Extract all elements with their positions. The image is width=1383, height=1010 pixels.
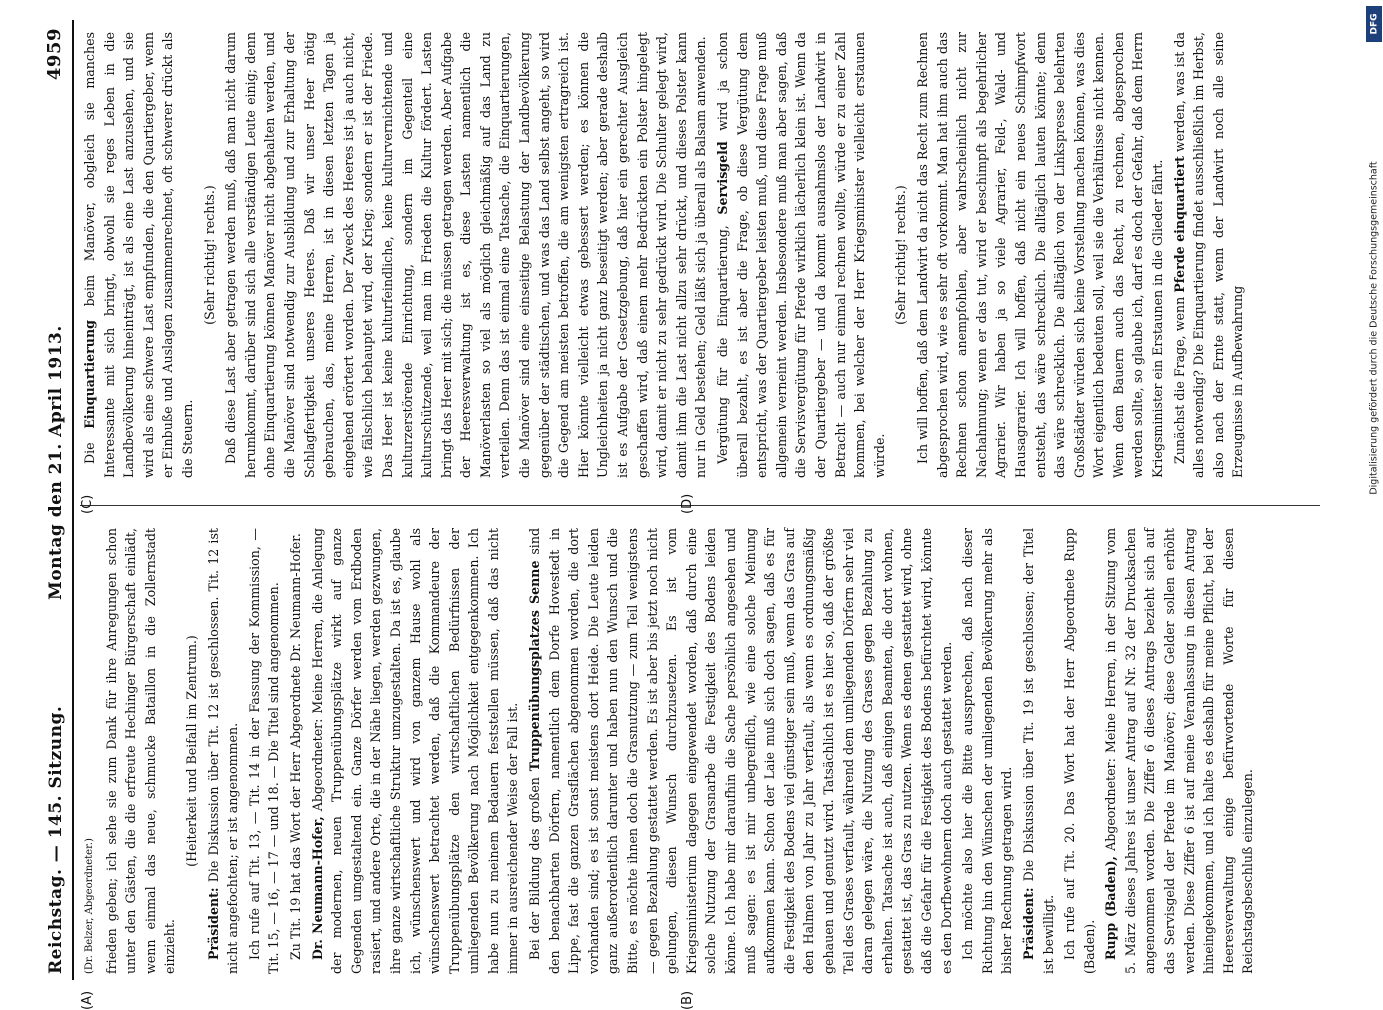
paragraph-text: Die Diskussion über Tit. 12 ist geschlossen. Tit. 12 ist nicht angefochten; er ist angenommen. — [205, 528, 241, 974]
speaker-note: (Dr. Belzer, Abgeordneter.) — [84, 838, 95, 974]
dfg-logo-icon — [1366, 6, 1382, 42]
margin-mark-b: (B) — [680, 990, 695, 1010]
margin-mark-d: (D) — [680, 493, 695, 514]
paragraph-text: wird ja schon überall bezahlt, es ist aber die Frage, ob diese Vergütung dem entspricht, was der Quartiergeber leisten muß, und diese Frage muß allgemein verneint werden. Insbesondere muß man aber sagen, daß die Servisvergütung für Pferde wirklich lächerlich klein ist. Wenn da der Quartiergeber — und da kommt ausnahmslos der Landwirt in Betracht — auch nur einmal rechnen wollte, würde er zu einer Zahl kommen, bei welcher der Herr Kriegsminister vielleicht erstaunen würde. — [715, 32, 887, 478]
emphasized-term: Pferde einquartiert — [1171, 156, 1187, 293]
paragraph — [204, 528, 243, 974]
audience-reaction: (Sehr richtig! rechts.) — [893, 185, 909, 325]
column-divider — [80, 505, 1320, 506]
paragraph — [525, 528, 956, 974]
digitization-note — [1366, 48, 1382, 608]
paragraph-text: Bei der Bildung des großen — [527, 777, 543, 960]
paragraph: Zu Tit. 19 hat das Wort der Herr Abgeordnete Dr. Neumann-Hofer. — [287, 533, 303, 960]
paragraph — [713, 32, 889, 478]
emphasized-term: Servisgeld — [715, 141, 730, 215]
right-column — [80, 32, 1320, 478]
paragraph — [1019, 528, 1058, 974]
paragraph: Ich rufe auf Tit. 13, — Tit. 14 in der Fassung der Kommission, — Tit. 15, — 16, — 17 — und 18. — Die Titel sind angenommen. — [246, 528, 282, 974]
paragraph: Daß diese Last aber getragen werden muß, daß man nicht darum herumkommt, darüber sind sich alle verständigen Leute einig; denn ohne Einquartierung können Manöver nicht abgehalten werden, und die Manöver sind notwendig zur Ausbildung und zur Erhaltung der Schlagfertigkeit unseres Heeres. Daß wir unser Heer nötig gebrauchen, das, meine Herren, ist in diesen letzten Tagen ja eingehend erörtert worden. Der Zweck des Heeres ist ja auch nicht, wie fälschlich behauptet wird, der Krieg; sondern er ist der Friede. Das Heer ist keine kulturfeindliche, keine kulturvernichtende und kulturzerstörende Einrichtung, sondern im Gegenteil eine kulturschützende, weil man im Frieden die Kultur fördert. Lasten bringt das Heer mit sich; die müssen getragen werden. Aber Aufgabe der Heeresverwaltung ist es, diese Lasten namentlich die Manöverlasten so viel als möglich gleichmäßig auf das Land zu verteilen. Denn das ist einmal eine Tatsache, die Einquartierungen, die Manöver sind eine einseitige Belastung der Landbevölkerung gegenüber der städtischen, und was das Land selbst angeht, so wird die Gegend am meisten betroffen, die am wenigsten ertragreich ist. Hier könnte vielleicht etwas gebessert werden; es können die Ungleichheiten ja nicht ganz beseitigt werden; aber gerade deshalb ist es Aufgabe der Gesetzgebung, daß hier ein gerechter Ausgleich geschaffen wird, daß einem mehr Bedrückten ein Polster hingelegt wird, damit er nicht zu sehr gedrückt wird. Die Schulter gelegt wird, damit ihm die Last nicht allzu sehr drückt, und dieses Polster kann nur in Geld bestehen; Geld läßt sich ja überall als Balsam anwenden. — [223, 32, 709, 478]
speaker-label: Präsident: — [205, 887, 221, 960]
digitization-strip — [1366, 0, 1383, 1000]
paragraph-text: sind den benachbarten Dörfern, namentlich dem Dorfe Hovestedt in Lippe, fast die ganzen Grasflächen abgenommen worden, die dort vorhanden sind; es ist sonst meistens dort Heide. Die Leute leiden ganz außerordentlich darunter und haben nun den Wunsch und die Bitte, es möchte ihnen doch die Grasnutzung — zum Teil wenigstens — gegen Bezahlung gestattet werden. Es ist aber bis jetzt noch nicht gelungen, diesen Wunsch durchzusetzen. Es ist vom Kriegsministerium dagegen eingewendet worden, daß durch eine solche Nutzung der Grasnarbe die Festigkeit des Bodens leiden könne. Ich habe mir daraufhin die Sache persönlich angesehen und muß sagen: es ist mir unbegreiflich, wie eine solche Meinung aufkommen kann. Schon der Laie muß sich doch sagen, daß es für die Festigkeit des Bodens viel günstiger sein muß, wenn das Gras auf den Halmen von Jahr zu Jahr verfault, als wenn es ordnungsmäßig gehauen und genutzt wird. Tatsächlich ist es hier so, daß der größte Teil des Grases verfault, während dem umliegenden Dörfern sehr viel daran gelegen wäre, die Nutzung des Grases gegen Bezahlung zu erhalten. Tatsache ist auch, daß einigen Beamten, die dort wohnen, gestattet ist, das Gras zu nutzen. Wenn es denen gestattet wird, ohne daß die Gefahr für die Festigkeit des Bodens befürchtet wird, könnte es den Dorfbewohnern doch auch gestattet werden. — [527, 527, 954, 974]
header-left-title: Reichstag. — 145. Sitzung. — [46, 705, 66, 974]
emphasized-term: Einquartierung — [82, 320, 97, 429]
paragraph: Ich rufe auf Tit. 20. Das Wort hat der Herr Abgeordnete Rupp (Baden). — [1062, 528, 1097, 974]
emphasized-term: Truppenübungsplatzes Senne — [527, 560, 543, 772]
paragraph-text: Die — [82, 442, 97, 464]
paragraph-text: Die Diskussion über Tit. 19 ist geschlossen; der Titel ist bewilligt. — [1020, 528, 1056, 974]
paragraph — [308, 528, 524, 974]
digitization-note-text: Digitalisierung gefördert durch die Deutsche Forschungsgemeinschaft — [1368, 161, 1380, 495]
paragraph-text: Vergütung für die Einquartierung, — [715, 225, 730, 464]
paragraph — [1170, 32, 1248, 478]
paragraph-text: Abgeordneter: Meine Herren, in der Sitzung vom 5. März dieses Jahres ist unser Antrag auf Nr. 32 der Drucksachen angenommen worden. Die Ziffer 6 dieses Antrags bezieht sich auf das Servisgeld der Pferde im Manöver; diese Gelder sollen erhöht werden. Diese Ziffer 6 ist auf meine Veranlassung in diesen Antrag hineingekommen, und ich halte es deshalb für meine Pflicht, bei der Heeresverwaltung einige befürwortende Worte für diesen Reichstagsbeschluß einzulegen. — [1103, 527, 1256, 974]
paragraph-text: werden, was ist da alles notwendig? Die Einquartierung findet ausschließlich im Herbst, also nach der Ernte statt, wenn der Landwirt noch alle seine Erzeugnisse in Aufbewahrung — [1171, 31, 1246, 478]
paragraph-text: Zunächst die Frage, wenn — [1171, 296, 1187, 464]
audience-reaction: (Heiterkeit und Beifall im Zentrum.) — [183, 635, 199, 867]
rotated-page-content — [40, 20, 1330, 1010]
margin-mark-a: (A) — [80, 990, 95, 1010]
paragraph: Ich möchte also hier die Bitte aussprechen, daß nach dieser Richtung hin den Wünschen der umliegenden Bevölkerung mehr als bisher Rechnung getragen wird. — [960, 528, 1015, 974]
header-date: Montag den 21. April 1913. — [46, 325, 66, 600]
paragraph: frieden geben; ich sehe sie zum Dank für ihre Anregungen schon unter den Gästen, die die erfreute Hechinger Bürgerschaft einlädt, wenn einmal das neue, schmucke Bataillon in die Zollernstadt einzieht. — [103, 528, 178, 974]
logo-text: DFG — [1369, 13, 1380, 35]
paragraph-text: beim Manöver, obgleich sie manches Interessante mit sich bringt, obwohl sie reges Leben in die Landbevölkerung hineinträgt, ist als eine Last anzusehen, und sie wird als eine schwere Last empfunden, die den Quartiergeber, wenn er Einbuße und Auslagen zusammenrechnet, oft schwerer drückt als die Steuern. — [82, 32, 195, 478]
paragraph — [80, 32, 198, 478]
margin-mark-c: (C) — [80, 494, 95, 514]
speaker-label: Rupp (Baden), — [1103, 856, 1119, 960]
paragraph — [1101, 528, 1258, 974]
paragraph-text: Abgeordneter: Meine Herren, die Anlegung der modernen, neuen Truppenübungsplätze wirkt auf ganze Gegenden umgestaltend ein. Ganze Dörfer werden vom Erdboden rasiert, und andere Orte, die in der Nähe liegen, werden gezwungen, ihre ganze wirtschaftliche Struktur umzugestalten. Da ist es, glaube ich, wünschenswert und wird von ganzem Hause wohl als wünschenswert betrachtet werden, daß die Kommandeure der Truppenübungsplätze den wirtschaftlichen Bedürfnissen der umliegenden Bevölkerung nach Möglichkeit entgegenkommen. Ich habe nun zu meinem Bedauern feststellen müssen, daß das nicht immer in ausreichender Weise der Fall ist. — [309, 528, 521, 974]
left-column — [80, 528, 1320, 974]
speaker-label: Dr. Neumann-Hofer, — [309, 816, 325, 960]
page-header — [40, 20, 74, 980]
paragraph: Ich will hoffen, daß dem Landwirt da nicht das Recht zum Rechnen abgesprochen wird, wie es sehr oft vorkommt. Man hat ihm auch das Rechnen schon anempfohlen, aber wahrscheinlich nicht zur Nachahmung; wenn er das tut, wird er beschimpft als begehrlicher Agrarier. Wir haben ja so viele Agrarier, Feld-, Wald- und Hausagrarier. Ich will hoffen, daß nicht ein neues Schimpfwort entsteht, das wäre schrecklich. Die alltäglich lauten könnte; denn das wäre schrecklich. Die alltäglich von der Linkspresse belehrten Großstädter würden sich keine Vorstellung machen können, was dies Wort eigentlich bedeuten soll, weil sie die Verhältnisse nicht kennen. Wenn dem Bauern auch das Recht, zu rechnen, abgesprochen werden sollte, so glaube ich, darf es doch der Gefahr, daß dem Herrn Kriegsminister ein Erstaunen in die Glieder fährt. — [914, 32, 1166, 478]
speaker-label: Präsident: — [1020, 887, 1036, 960]
audience-reaction: (Sehr richtig! rechts.) — [201, 185, 217, 325]
page-number: 4959 — [44, 28, 65, 81]
